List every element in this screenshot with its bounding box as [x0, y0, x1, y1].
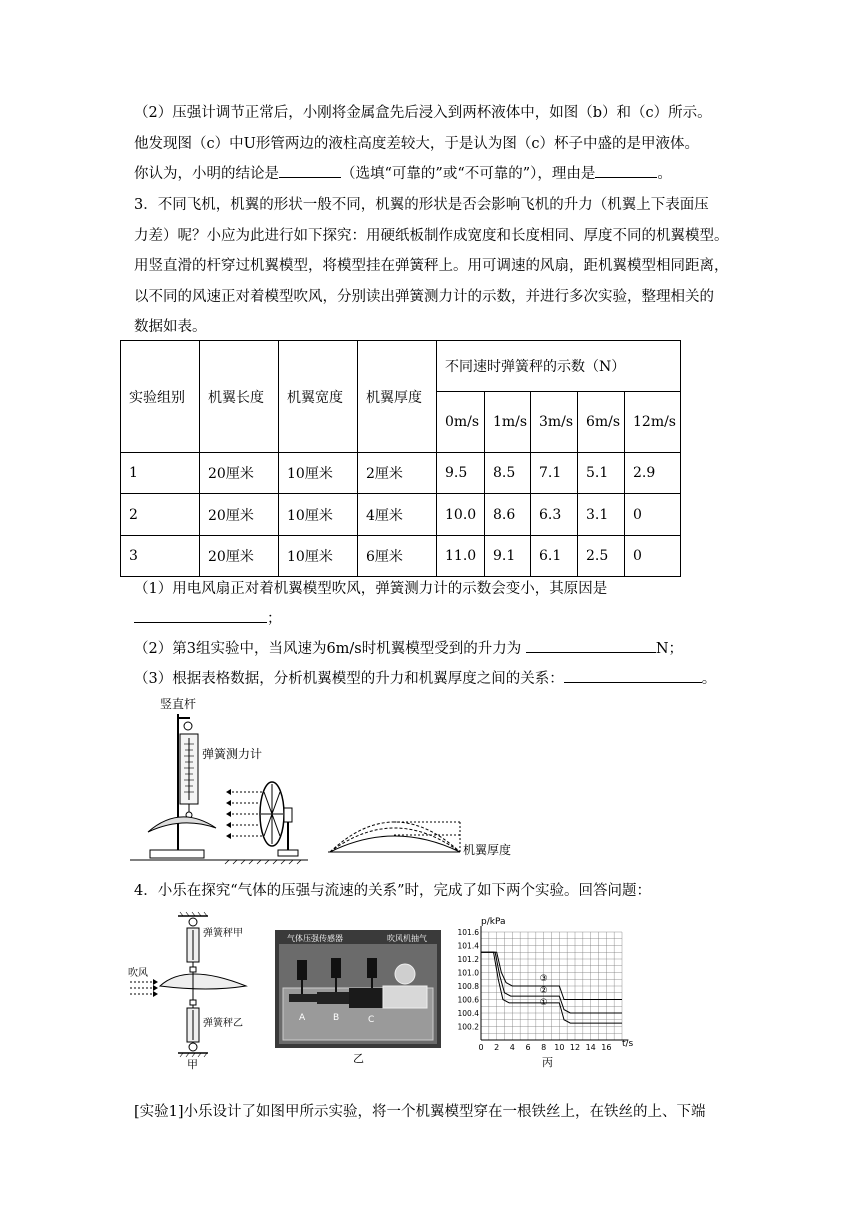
table-row	[121, 494, 681, 536]
chart-xlabel: t/s	[622, 1039, 634, 1049]
y-tick-label: 100.4	[457, 1009, 479, 1018]
label-c: C	[368, 1015, 375, 1025]
label-wing-thickness: 机翼厚度	[463, 843, 512, 857]
q3-sub-1-answer	[134, 604, 734, 635]
cell: 8.5	[485, 453, 531, 494]
header-spring-reading: 不同速时弹簧秤的示数（N）	[437, 341, 681, 392]
q3-sub-3-end: 。	[701, 671, 717, 687]
q3-line-3: 用竖直滑的杆穿过机翼模型，将模型挂在弹簧秤上。用可调速的风扇，距机翼模型相同距离，	[134, 258, 729, 274]
x-tick-label: 4	[509, 1043, 515, 1052]
q3-sub-3	[134, 664, 734, 695]
cell: 4厘米	[358, 494, 437, 536]
x-tick-label: 16	[601, 1043, 612, 1052]
header-speed-3: 3m/s	[531, 392, 578, 453]
cell: 7.1	[531, 453, 578, 494]
y-tick-label: 101.4	[457, 941, 479, 951]
label-spring-scale: 弹簧测力计	[202, 747, 263, 761]
q2-line-2: 他发现图（c）中U形管两边的液柱高度差较大，于是认为图（c）杯子中盛的是甲液体。	[134, 136, 699, 152]
cell: 2	[121, 494, 200, 536]
q4-last-line: [实验1]小乐设计了如图甲所示实验，将一个机翼模型穿在一根铁丝上，在铁丝的上、下端	[134, 1104, 706, 1120]
wing-experiment-figure	[130, 692, 530, 870]
wing-data-table	[120, 340, 681, 577]
table-row	[121, 536, 681, 577]
label-pressure-sensor: 气体压强传感器	[287, 934, 343, 943]
header-group: 实验组别	[121, 341, 200, 453]
q3-sub-3-text: （3）根据表格数据，分析机翼模型的升力和机翼厚度之间的关系：	[134, 671, 564, 687]
cell: 20厘米	[200, 536, 279, 577]
cell: 10.0	[437, 494, 485, 536]
curve-mark-label: ①	[539, 998, 548, 1009]
cell: 2厘米	[358, 453, 437, 494]
cell: 20厘米	[200, 494, 279, 536]
header-length: 机翼长度	[200, 341, 279, 453]
q2-text-a: 你认为，小明的结论是	[134, 166, 279, 182]
cell: 0	[625, 536, 681, 577]
label-wind: 吹风	[128, 968, 148, 979]
cell: 20厘米	[200, 453, 279, 494]
x-tick-label: 2	[494, 1043, 500, 1052]
header-thickness: 机翼厚度	[358, 341, 437, 453]
cell: 3.1	[578, 494, 625, 536]
q3-sub-2-unit: N；	[655, 641, 684, 657]
header-speed-1: 1m/s	[485, 392, 531, 453]
cell: 6.1	[531, 536, 578, 577]
cell: 2.5	[578, 536, 625, 577]
cell: 2.9	[625, 453, 681, 494]
header-width: 机翼宽度	[279, 341, 358, 453]
label-a: A	[299, 1013, 306, 1023]
cell: 9.5	[437, 453, 485, 494]
label-vertical-rod: 竖直杆	[160, 697, 197, 711]
cell: 5.1	[578, 453, 625, 494]
y-tick-label: 100.8	[457, 982, 479, 991]
label-spring-yi: 弹簧秤乙	[203, 1018, 243, 1029]
curve-mark-label: ③	[539, 973, 548, 984]
cell: 8.6	[485, 494, 531, 536]
answer-blank-reason[interactable]	[595, 163, 657, 178]
answer-blank-conclusion[interactable]	[279, 163, 341, 178]
x-tick-label: 14	[585, 1043, 596, 1052]
label-b: B	[333, 1013, 340, 1023]
curve-mark-label: ②	[539, 986, 548, 997]
figure-bing-chart	[450, 912, 640, 1072]
x-tick-label: 8	[541, 1043, 547, 1052]
y-tick-label: 100.6	[457, 995, 479, 1005]
q3-sub-2-text: （2）第3组实验中，当风速为6m/s时机翼模型受到的升力为	[134, 641, 522, 657]
y-tick-label: 101.0	[457, 968, 479, 978]
answer-blank-reason-1[interactable]	[134, 608, 267, 623]
chart-ylabel: p/kPa	[481, 917, 506, 927]
table-row	[121, 453, 681, 494]
q2-text-b: （选填“可靠的”或“不可靠的”），理由是	[341, 166, 596, 182]
q4-line-1: 4．小乐在探究“气体的压强与流速的关系”时，完成了如下两个实验。回答问题：	[134, 883, 652, 899]
cell: 6.3	[531, 494, 578, 536]
x-tick-label: 10	[554, 1043, 565, 1052]
q3-line-1: 3．不同飞机，机翼的形状一般不同，机翼的形状是否会影响飞机的升力（机翼上下表面压	[134, 197, 709, 213]
caption-jia: 甲	[187, 1058, 198, 1070]
caption-bing: 丙	[542, 1056, 553, 1069]
header-speed-0: 0m/s	[437, 392, 485, 453]
cell: 10厘米	[279, 494, 358, 536]
cell: 10厘米	[279, 536, 358, 577]
header-speed-6: 6m/s	[578, 392, 625, 453]
answer-blank-lift[interactable]	[526, 638, 656, 653]
q3-sub-2	[134, 634, 734, 665]
x-tick-label: 12	[569, 1043, 581, 1052]
figure-yi	[275, 930, 445, 1065]
q3-line-5: 数据如表。	[134, 319, 207, 335]
q2-line-1: （2）压强计调节正常后，小刚将金属盒先后浸入到两杯液体中，如图（b）和（c）所示。	[134, 105, 712, 121]
x-tick-label: 0	[478, 1043, 484, 1052]
label-blower: 吹风机抽气	[387, 934, 427, 943]
cell: 6厘米	[358, 536, 437, 577]
answer-blank-relation[interactable]	[564, 668, 702, 683]
cell: 10厘米	[279, 453, 358, 494]
label-spring-jia: 弹簧秤甲	[203, 928, 243, 939]
q3-sub-1-end: ；	[267, 611, 282, 627]
y-tick-label: 101.2	[457, 955, 479, 964]
header-speed-12: 12m/s	[625, 392, 681, 453]
y-tick-label: 101.6	[457, 928, 479, 937]
q3-sub-1: （1）用电风扇正对着机翼模型吹风，弹簧测力计的示数会变小，其原因是	[134, 581, 608, 597]
cell: 0	[625, 494, 681, 536]
figure-jia	[126, 910, 268, 1070]
q3-line-4: 以不同的风速正对着模型吹风，分别读出弹簧测力计的示数，并进行多次实验，整理相关的	[134, 289, 714, 305]
q3-line-2: 力差）呢？小应为此进行如下探究：用硬纸板制作成宽度和长度相同、厚度不同的机翼模型。	[134, 228, 729, 244]
q2-line-3	[134, 159, 734, 190]
cell: 9.1	[485, 536, 531, 577]
cell: 1	[121, 453, 200, 494]
cell: 3	[121, 536, 200, 577]
caption-yi: 乙	[353, 1052, 364, 1065]
x-tick-label: 6	[525, 1043, 531, 1052]
q2-text-c: 。	[657, 166, 672, 182]
y-tick-label: 100.2	[457, 1022, 479, 1032]
cell: 11.0	[437, 536, 485, 577]
